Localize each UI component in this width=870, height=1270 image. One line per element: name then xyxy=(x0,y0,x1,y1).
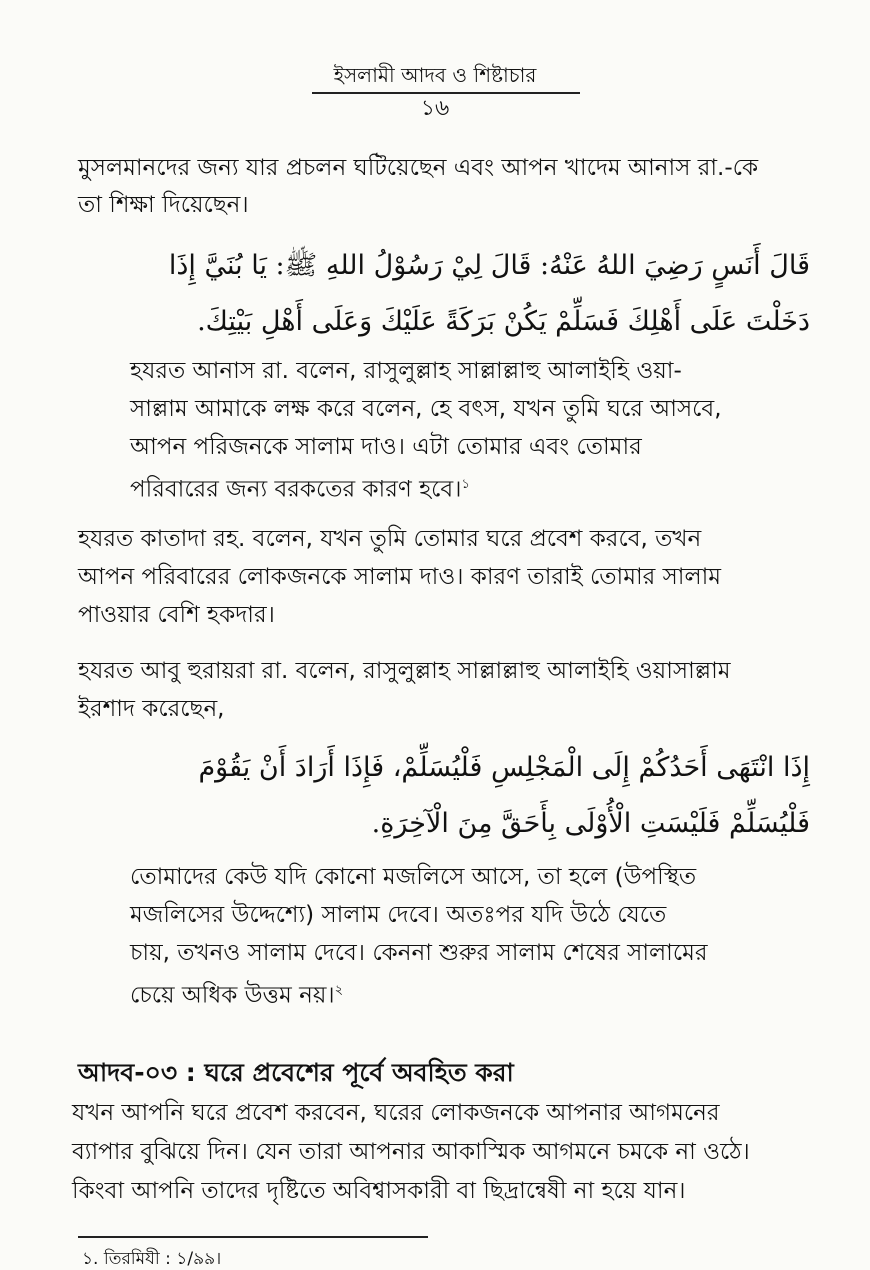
text-line: তা শিক্ষা দিয়েছেন। xyxy=(78,192,249,218)
footnote-divider xyxy=(78,1236,428,1238)
text-line: হযরত আনাস রা. বলেন, রাসুলুল্লাহ সাল্লাল্লাহু আলাইহি ওয়া- xyxy=(130,358,682,384)
text-line: পাওয়ার বেশি হকদার। xyxy=(78,602,275,628)
arabic-line: قَالَ أَنَسٍ رَضِيَ اللهُ عَنْهُ: قَالَ لِيْ رَسُوْلُ اللهِ ﷺ: يَا بُنَيَّ إِذَا xyxy=(168,250,810,281)
hadith-translation-2 xyxy=(130,858,830,1015)
arabic-line: إِذَا انْتَهَى أَحَدُكُمْ إِلَى الْمَجْلِسِ فَلْيُسَلِّمْ، فَإِذَا أَرَادَ أَنْ يَقُوْمَ xyxy=(198,752,810,783)
text-line: কিংবা আপনি তাদের দৃষ্টিতে অবিশ্বাসকারী বা ছিদ্রান্বেষী না হয়ে যান। xyxy=(72,1178,686,1204)
page-number: ১৬ xyxy=(420,96,450,121)
arabic-line: فَلْيُسَلِّمْ فَلَيْسَتِ الْأُوْلَى بِأَحَقَّ مِنَ الْآخِرَةِ. xyxy=(371,808,810,839)
text-line: হযরত কাতাদা রহ. বলেন, যখন তুমি তোমার ঘরে প্রবেশ করবে, তখন xyxy=(78,526,702,552)
arabic-line: دَخَلْتَ عَلَى أَهْلِكَ فَسَلِّمْ يَكُنْ بَرَكَةً عَلَيْكَ وَعَلَى أَهْلِ بَيْتِكَ. xyxy=(197,306,810,337)
intro-paragraph xyxy=(78,150,848,224)
text-line: মুসলমানদের জন্য যার প্রচলন ঘটিয়েছেন এবং আপন খাদেম আনাস রা.-কে xyxy=(78,155,759,181)
text-line: মজলিসের উদ্দেশ্যে) সালাম দেবে। অতঃপর যদি উঠে যেতে xyxy=(130,902,667,928)
text-line: আপন পরিজনকে সালাম দাও। এটা তোমার এবং তোমার xyxy=(130,434,642,460)
footnote-marker: ১ xyxy=(461,477,470,492)
text-line: ব্যাপার বুঝিয়ে দিন। যেন তারা আপনার আকাস্মিক আগমনে চমকে না ওঠে। xyxy=(72,1139,750,1165)
text-line: তোমাদের কেউ যদি কোনো মজলিসে আসে, তা হলে (উপস্থিত xyxy=(130,864,697,890)
arabic-hadith-2 xyxy=(110,740,810,852)
text-line: ইরশাদ করেছেন, xyxy=(78,696,225,722)
footnote-marker: ২ xyxy=(334,983,344,998)
qatada-paragraph xyxy=(78,520,848,634)
text-line xyxy=(130,972,830,1015)
text-line: আপন পরিবারের লোকজনকে সালাম দাও। কারণ তারাই তোমার সালাম xyxy=(78,564,722,590)
section-paragraph xyxy=(72,1094,862,1211)
footnote-1: ১. তিরমিযী : ১/৯৯। xyxy=(82,1249,222,1269)
header-underline xyxy=(312,92,580,94)
text-line: সাল্লাম আমাকে লক্ষ করে বলেন, হে বৎস, যখন তুমি ঘরে আসবে, xyxy=(130,396,722,422)
section-heading: আদব-০৩ : ঘরে প্রবেশের পূর্বে অবহিত করা xyxy=(78,1058,514,1087)
arabic-hadith-1 xyxy=(110,238,810,350)
text-segment: পরিবারের জন্য বরকতের কারণ হবে। xyxy=(130,476,462,503)
abu-hurayra-paragraph xyxy=(78,652,858,728)
running-header-title: ইসলামী আদব ও শিষ্টাচার xyxy=(333,63,537,87)
text-line: হযরত আবু হুরায়রা রা. বলেন, রাসুলুল্লাহ সাল্লাল্লাহু আলাইহি ওয়াসাল্লাম xyxy=(78,658,731,684)
text-line: যখন আপনি ঘরে প্রবেশ করবেন, ঘরের লোকজনকে আপনার আগমনের xyxy=(72,1100,720,1126)
text-line xyxy=(130,466,830,509)
text-segment: চেয়ে অধিক উত্তম নয়। xyxy=(130,982,335,1009)
hadith-translation-1 xyxy=(130,352,830,509)
text-line: চায়, তখনও সালাম দেবে। কেননা শুরুর সালাম শেষের সালামের xyxy=(130,940,708,966)
